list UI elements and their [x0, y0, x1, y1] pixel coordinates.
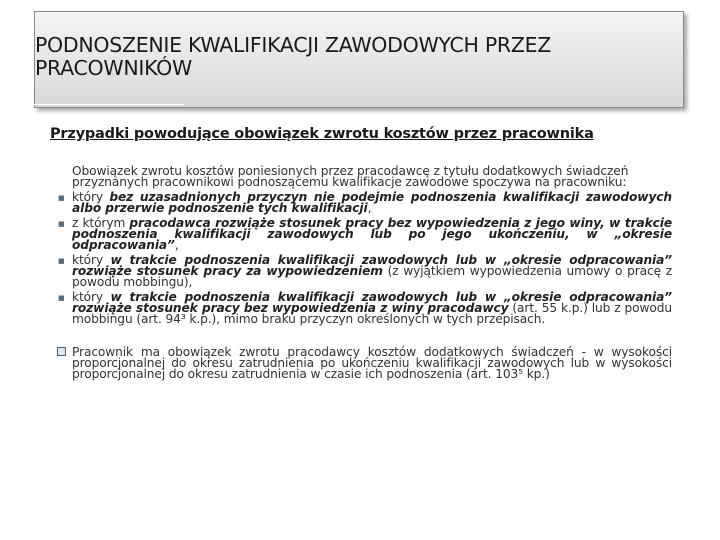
item-rest: (art. 55 k.p.) lub z powodu mobbingu (art. 94³ k.p.), mimo braku przyczyn określonych w tych przepisach. — [72, 301, 672, 326]
item-emphasis: w trakcie podnoszenia kwalifikacji zawodowych lub w „okresie odpracowania” rozwiąże stosunek pracy bez wypowiedzenia z winy pracodawcy — [72, 290, 672, 315]
list-item-1 — [58, 190, 673, 215]
item-lead: z którym — [72, 216, 130, 230]
list-item-2 — [58, 216, 672, 252]
small-square-bullet-icon: ■ — [58, 220, 65, 228]
closing-paragraph — [72, 347, 672, 380]
item-rest: , — [174, 238, 179, 252]
subheading: Przypadki powodujące obowiązek zwrotu kosztów przez pracownika — [50, 126, 594, 142]
item-rest: , — [367, 201, 372, 215]
intro-paragraph: Obowiązek zwrotu kosztów poniesionych przez pracodawcę z tytułu dodatkowych świadczeń przyznanych pracownikowi podnoszącemu kwalifikacje zawodowe spoczywa na pracowniku: — [72, 164, 629, 189]
item-lead: który — [72, 190, 110, 204]
item-lead: który — [72, 290, 111, 304]
item-emphasis: pracodawca rozwiąże stosunek pracy bez wypowiedzenia z jego winy, w trakcie podnoszenia kwalifikacji zawodowych lub po jego ukończeniu, w „okresie odpracowania” — [72, 216, 672, 252]
list-item-4 — [58, 290, 672, 326]
item-lead: który — [72, 253, 111, 267]
closing-text: Pracownik ma obowiązek zwrotu pracodawcy kosztów dodatkowych świadczeń - w wysokości proporcjonalnej do okresu zatrudnienia po ukończeniu kwalifikacji zawodowych lub w wysokości proporcjonalnej do okresu zatrudnienia w czasie ich podnoszenia (art. 103⁵ kp.) — [72, 345, 672, 381]
square-checkbox-bullet-icon — [57, 347, 66, 356]
small-square-bullet-icon: ■ — [58, 257, 65, 265]
small-square-bullet-icon: ■ — [58, 294, 65, 302]
item-emphasis: w trakcie podnoszenia kwalifikacji zawodowych lub w „okresie odpracowania” rozwiąże stosunek pracy za wypowiedzeniem — [72, 253, 672, 278]
item-rest: (z wyjątkiem wypowiedzenia umowy o pracę z powodu mobbingu), — [72, 264, 672, 289]
item-emphasis: bez uzasadnionych przyczyn nie podejmie podnoszenia kwalifikacji zawodowych albo przerwie podnoszenie tych kwalifikacji — [72, 190, 673, 215]
small-square-bullet-icon: ■ — [58, 194, 65, 202]
slide-title: PODNOSZENIE KWALIFIKACJI ZAWODOWYCH PRZEZ PRACOWNIKÓW — [35, 33, 552, 80]
title-underline-rule — [34, 104, 184, 105]
content-body — [58, 164, 673, 381]
title-box — [34, 11, 684, 108]
list-item-3 — [58, 253, 672, 289]
